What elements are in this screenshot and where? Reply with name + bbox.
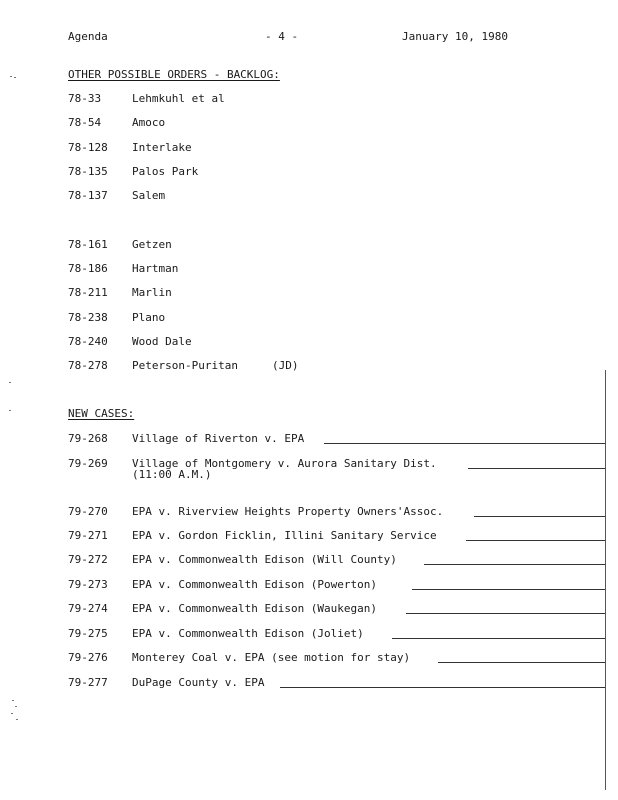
case-number: 78-161 — [68, 238, 108, 251]
case-description: EPA v. Commonwealth Edison (Waukegan) — [132, 602, 378, 615]
case-name: Getzen — [132, 238, 172, 251]
case-name: Salem — [132, 189, 166, 202]
disposition-blank — [406, 613, 606, 614]
case-number: 79-268 — [68, 432, 108, 445]
backlog-item — [68, 335, 608, 351]
case-name: Palos Park — [132, 165, 199, 178]
case-number: 78-137 — [68, 189, 108, 202]
scan-speck — [14, 77, 16, 78]
case-name: Hartman — [132, 262, 179, 275]
case-note: (JD) — [272, 359, 299, 372]
case-time-note: (11:00 A.M.) — [132, 468, 212, 481]
case-name: Interlake — [132, 141, 192, 154]
disposition-blank — [466, 540, 606, 541]
header-title: Agenda — [68, 30, 108, 43]
scan-speck — [15, 706, 17, 707]
case-description: DuPage County v. EPA — [132, 676, 265, 689]
page-number: - 4 - — [265, 30, 299, 43]
header-date: January 10, 1980 — [402, 30, 508, 43]
case-description: EPA v. Riverview Heights Property Owners'Assoc. — [132, 505, 444, 518]
case-name: Peterson-Puritan — [132, 359, 238, 372]
case-number: 79-277 — [68, 676, 108, 689]
scan-speck — [12, 700, 14, 701]
backlog-section-title: OTHER POSSIBLE ORDERS - BACKLOG: — [68, 68, 280, 81]
disposition-blank — [468, 468, 606, 469]
case-number: 78-54 — [68, 116, 102, 129]
case-description: EPA v. Commonwealth Edison (Will County) — [132, 553, 397, 566]
case-number: 78-238 — [68, 311, 108, 324]
backlog-item — [68, 116, 608, 132]
scan-speck — [9, 382, 11, 383]
case-description: EPA v. Commonwealth Edison (Joliet) — [132, 627, 364, 640]
case-description: Monterey Coal v. EPA (see motion for stay) — [132, 651, 411, 664]
backlog-item — [68, 238, 608, 254]
case-number: 79-274 — [68, 602, 108, 615]
case-number: 79-270 — [68, 505, 108, 518]
case-name: Lehmkuhl et al — [132, 92, 225, 105]
case-description: Village of Montgomery v. Aurora Sanitary Dist. — [132, 457, 437, 470]
case-description: Village of Riverton v. EPA — [132, 432, 305, 445]
case-name: Marlin — [132, 286, 172, 299]
case-description: EPA v. Commonwealth Edison (Powerton) — [132, 578, 378, 591]
disposition-blank — [280, 687, 606, 688]
backlog-item — [68, 311, 608, 327]
backlog-item — [68, 165, 608, 181]
scan-speck — [11, 713, 13, 714]
disposition-blank — [392, 638, 606, 639]
case-number: 78-278 — [68, 359, 108, 372]
case-number: 78-211 — [68, 286, 108, 299]
case-number: 78-240 — [68, 335, 108, 348]
disposition-blank — [424, 564, 606, 565]
case-description: EPA v. Gordon Ficklin, Illini Sanitary Service — [132, 529, 437, 542]
scan-margin-rule — [605, 370, 606, 790]
new-cases-section-title: NEW CASES: — [68, 407, 135, 420]
case-number: 79-269 — [68, 457, 108, 470]
backlog-item — [68, 141, 608, 157]
case-number: 78-33 — [68, 92, 102, 105]
scan-speck — [9, 410, 11, 411]
scan-speck — [16, 719, 18, 720]
backlog-item — [68, 92, 608, 108]
backlog-item — [68, 189, 608, 205]
case-number: 79-273 — [68, 578, 108, 591]
case-name: Wood Dale — [132, 335, 192, 348]
scan-speck — [10, 76, 12, 77]
backlog-item — [68, 359, 608, 375]
case-number: 79-276 — [68, 651, 108, 664]
disposition-blank — [474, 516, 606, 517]
case-name: Amoco — [132, 116, 166, 129]
case-number: 78-135 — [68, 165, 108, 178]
case-number: 78-186 — [68, 262, 108, 275]
case-number: 79-275 — [68, 627, 108, 640]
backlog-item — [68, 286, 608, 302]
disposition-blank — [438, 662, 606, 663]
disposition-blank — [412, 589, 606, 590]
case-number: 79-271 — [68, 529, 108, 542]
case-number: 78-128 — [68, 141, 108, 154]
case-name: Plano — [132, 311, 166, 324]
disposition-blank — [324, 443, 606, 444]
backlog-item — [68, 262, 608, 278]
case-number: 79-272 — [68, 553, 108, 566]
